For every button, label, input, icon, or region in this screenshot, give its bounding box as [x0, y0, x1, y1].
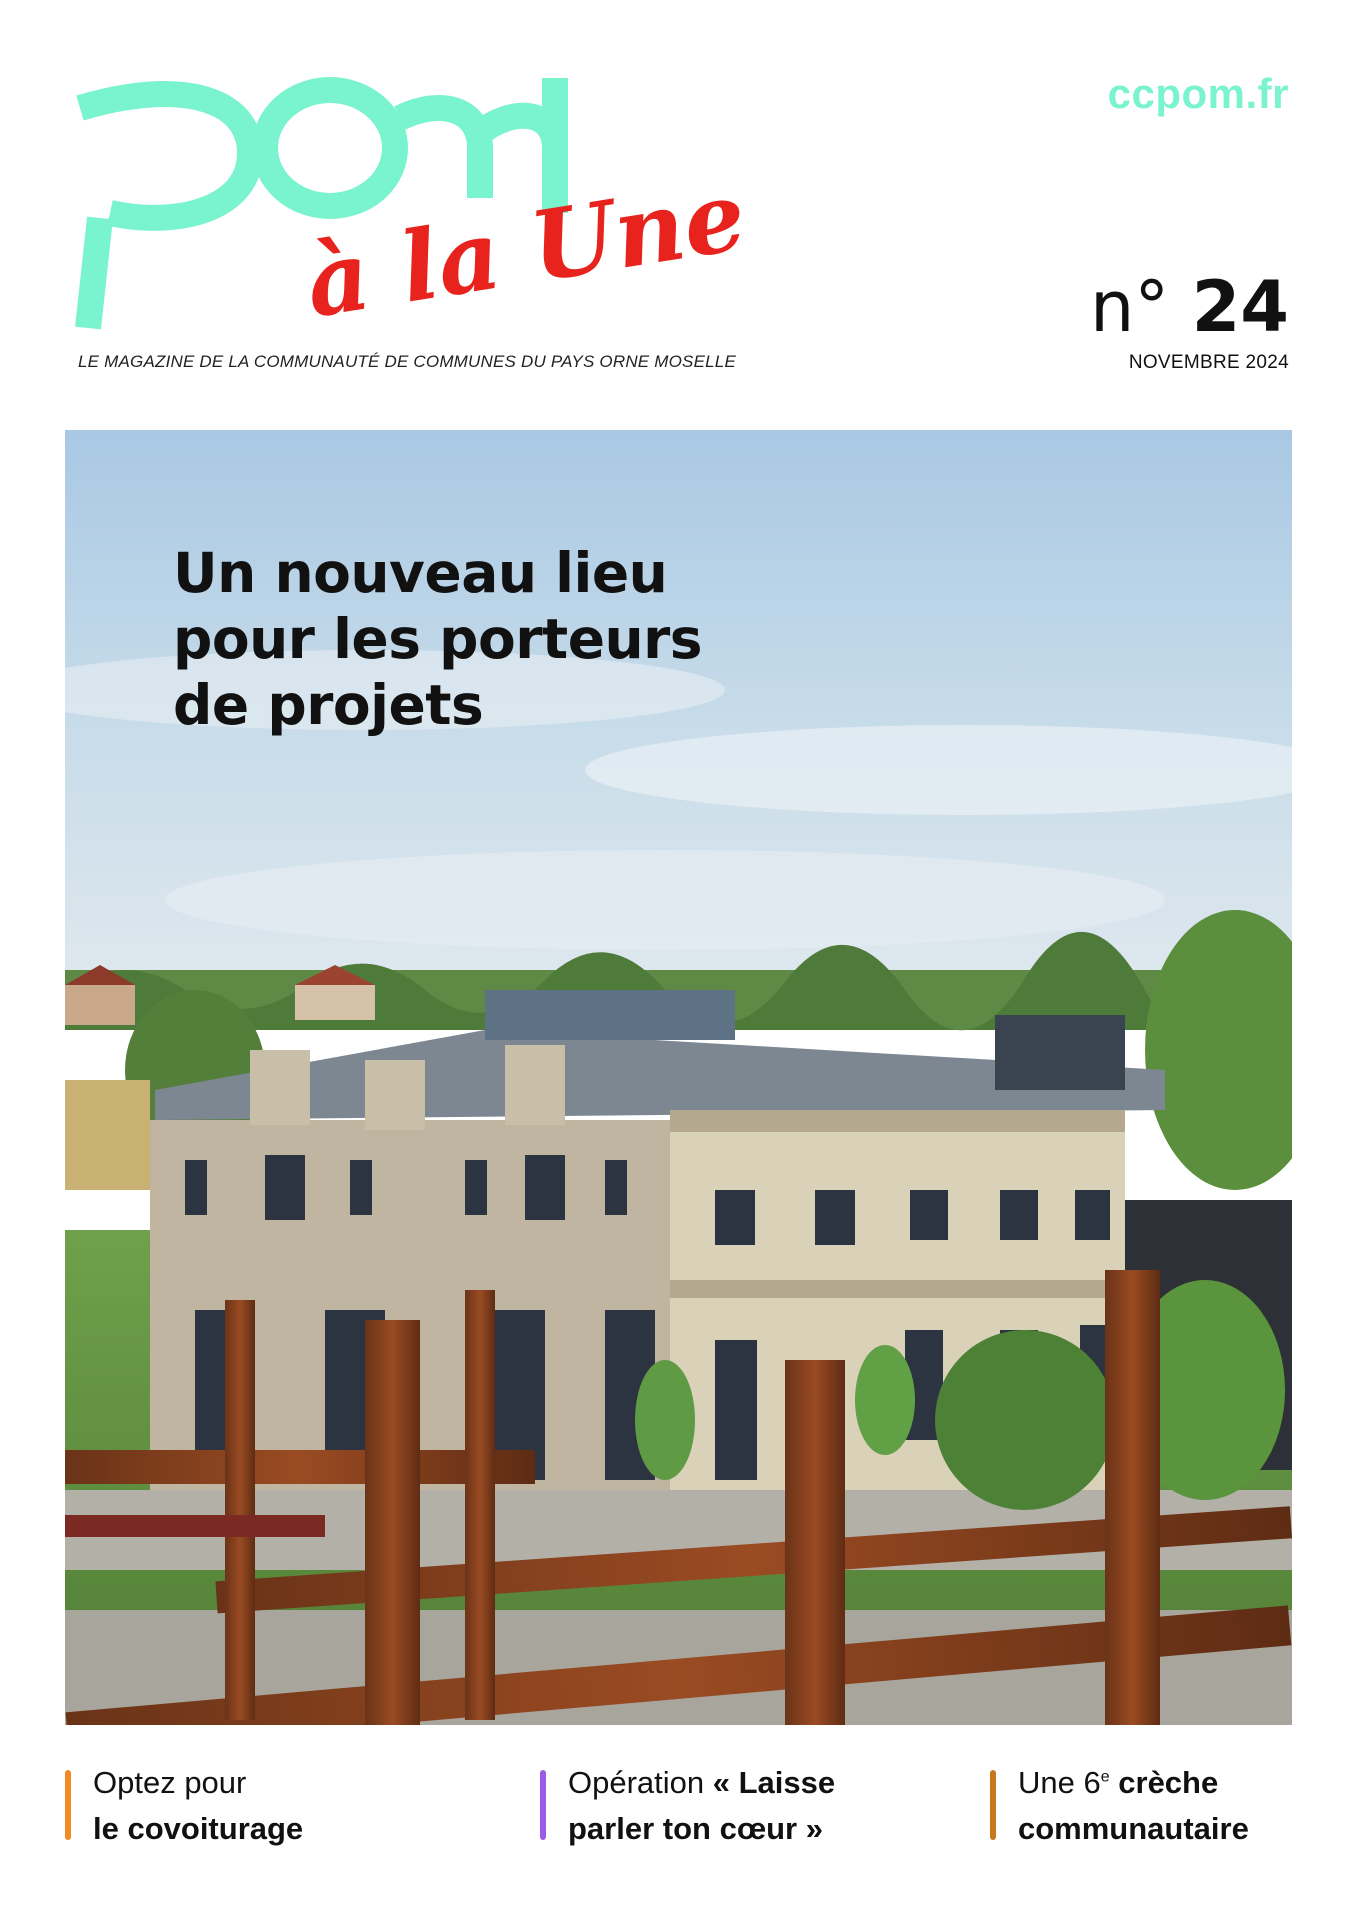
issue-number-value: 24: [1191, 266, 1289, 348]
site-url[interactable]: ccpom.fr: [1107, 70, 1289, 117]
headline-line: pour les porteurs: [173, 607, 703, 671]
magazine-logo: [60, 38, 760, 338]
teaser-bold-inline: crèche: [1118, 1765, 1219, 1800]
pom-logo-graphic: [60, 38, 760, 338]
teaser-bold-text: parler ton cœur »: [568, 1811, 823, 1846]
issue-prefix: n°: [1089, 266, 1170, 348]
magazine-tagline: LE MAGAZINE DE LA COMMUNAUTÉ DE COMMUNES DU PAYS ORNE MOSELLE: [78, 352, 736, 371]
teaser-accent-bar: [65, 1770, 71, 1840]
issue-date: NOVEMBRE 2024: [1128, 352, 1289, 373]
teaser-sup: e: [1100, 1768, 1110, 1786]
headline-line: de projets: [173, 673, 484, 737]
teaser-accent-bar: [990, 1770, 996, 1840]
cover-headline: [173, 540, 873, 738]
teaser-bold-text: communautaire: [1018, 1811, 1249, 1846]
teaser-bold-text: le covoiturage: [93, 1811, 304, 1846]
headline-line: Un nouveau lieu: [173, 541, 668, 605]
issue-number: [1089, 266, 1289, 348]
teaser-light-text: Optez pour: [93, 1765, 247, 1800]
teaser-light-text: Opération: [568, 1765, 705, 1800]
cover-photo: [65, 430, 1292, 1725]
teasers: [65, 1760, 1305, 1880]
teaser-light-text: Une 6: [1018, 1765, 1101, 1800]
teaser-bold-inline: « Laisse: [712, 1765, 836, 1800]
logo-script-text: à la Une: [298, 158, 753, 338]
teaser-accent-bar: [540, 1770, 546, 1840]
